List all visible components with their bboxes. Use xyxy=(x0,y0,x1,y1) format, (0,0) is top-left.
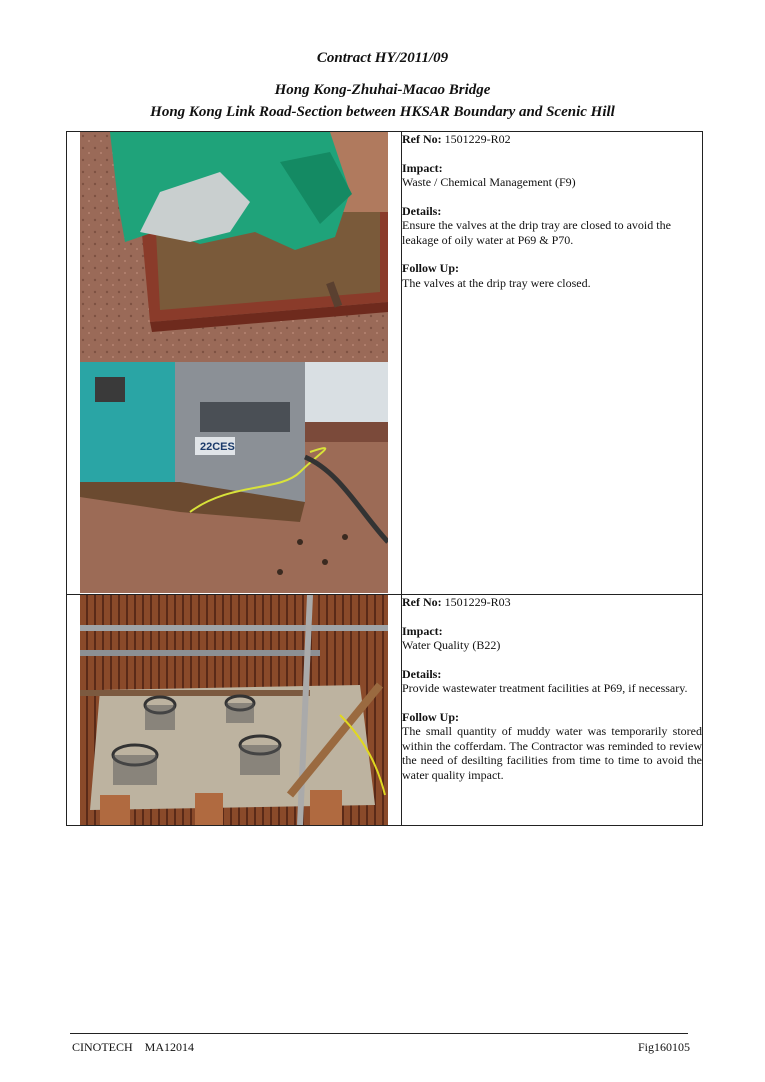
generator-label: 22CES xyxy=(200,441,235,453)
followup-label: Follow Up: xyxy=(402,709,459,724)
impact-value: Waste / Chemical Management (F9) xyxy=(402,175,576,189)
followup-value: The small quantity of muddy water was temporarily stored within the cofferdam. The Contractor was reminded to review the need of desilting facilities from time to time to avoid the water quality impact. xyxy=(402,724,702,782)
ref-field xyxy=(402,132,702,147)
photos-cell xyxy=(67,595,402,826)
cofferdam-photo xyxy=(80,595,388,825)
impact-value: Water Quality (B22) xyxy=(402,638,501,652)
contract-title: Contract HY/2011/09 xyxy=(316,50,449,66)
record-row xyxy=(67,595,703,826)
project-title: Hong Kong-Zhuhai-Macao Bridge xyxy=(274,82,491,98)
details-value: Provide wastewater treatment facilities at P69, if necessary. xyxy=(402,681,688,695)
footer-divider xyxy=(70,1033,688,1034)
section-title: Hong Kong Link Road-Section between HKSAR Boundary and Scenic Hill xyxy=(150,104,615,120)
details-field xyxy=(402,667,702,696)
ref-label: Ref No: xyxy=(402,132,442,146)
details-value: Ensure the valves at the drip tray are closed to avoid the leakage of oily water at P69 & P70. xyxy=(402,218,671,247)
details-field xyxy=(402,204,702,248)
ref-field xyxy=(402,595,702,610)
footer-company-ref: CINOTECH MA12014 xyxy=(72,1040,194,1054)
photos-cell xyxy=(67,132,402,595)
records-table xyxy=(66,131,703,826)
followup-field xyxy=(402,261,702,290)
drip-tray-photo xyxy=(80,132,388,362)
impact-label: Impact: xyxy=(402,160,443,175)
record-details-cell xyxy=(402,595,703,826)
impact-label: Impact: xyxy=(402,623,443,638)
details-label: Details: xyxy=(402,666,442,681)
followup-field xyxy=(402,710,702,783)
record-row xyxy=(67,132,703,595)
record-details-cell xyxy=(402,132,703,595)
impact-field xyxy=(402,624,702,653)
details-label: Details: xyxy=(402,203,442,218)
footer-figure-number: Fig160105 xyxy=(637,1040,690,1054)
impact-field xyxy=(402,161,702,190)
generator-photo xyxy=(80,362,388,593)
followup-value: The valves at the drip tray were closed. xyxy=(402,275,591,290)
ref-value: 1501229-R02 xyxy=(444,132,511,146)
ref-value: 1501229-R03 xyxy=(444,595,511,609)
followup-label: Follow Up: xyxy=(402,261,459,275)
ref-label: Ref No: xyxy=(402,595,442,609)
